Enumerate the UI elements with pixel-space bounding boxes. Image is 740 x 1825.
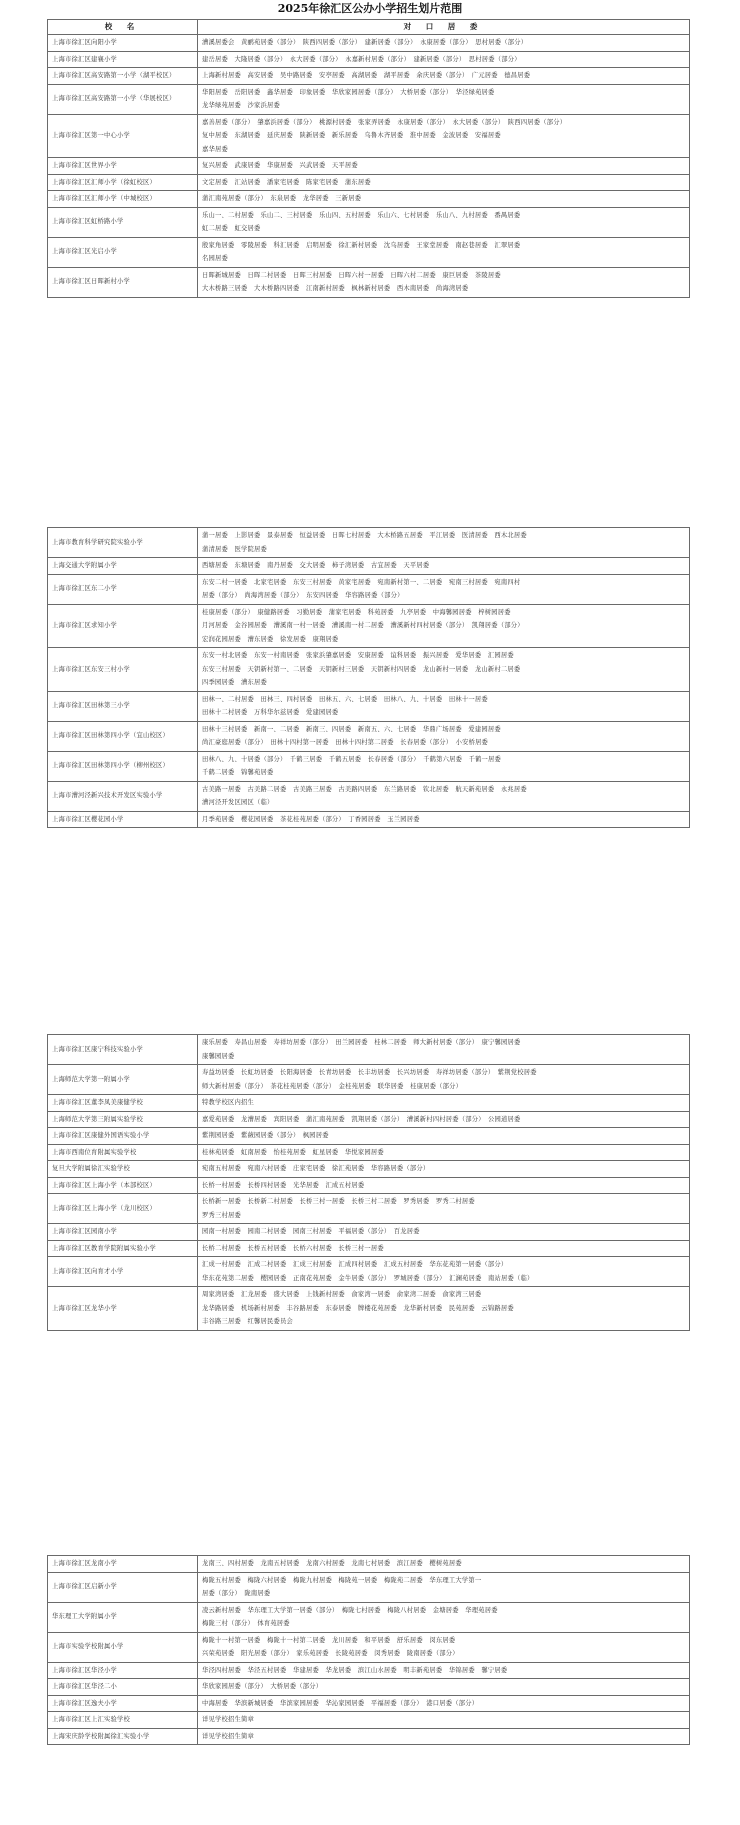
committee-line: 长桥新一居委 长桥新二村居委 长桥三村一居委 长桥三村二居委 罗秀居委 罗秀二村居委 [202, 1198, 475, 1205]
assigned-committees-cell [198, 191, 690, 208]
committee-line: 千鹤二居委 锦馨苑居委 [202, 769, 274, 776]
committee-line: 师大新村居委（部分） 茶花桂苑居委（部分） 金桂苑居委 联华居委 桂康居委（部分） [202, 1082, 463, 1090]
assigned-committees-cell [198, 114, 690, 158]
table-row [48, 1095, 690, 1112]
school-name-cell: 上海市徐汇区高安路第一小学（华展校区） [48, 84, 198, 114]
committee-line: 复兴居委 武康居委 华康居委 兴武居委 天平居委 [202, 162, 358, 169]
committee-line: 宏润花园居委 漕东居委 徐发居委 康翔居委 [202, 635, 339, 643]
school-name-cell: 上海市徐汇区逸夫小学 [48, 1695, 198, 1712]
assigned-committees-cell [198, 1177, 690, 1194]
committee-line: 华阳居委 岳阳居委 鑫华居委 印象居委 华欣家园居委（部分） 大桥居委（部分） 华泾绿苑居委 [202, 88, 495, 96]
table-row [48, 84, 690, 114]
school-name-cell: 上海宋庆龄学校附属徐汇实验小学 [48, 1728, 198, 1745]
school-name-cell: 上海市实验学校附属小学 [48, 1632, 198, 1662]
table-row [48, 1695, 690, 1712]
assigned-committees-cell [198, 267, 690, 297]
table-row [48, 811, 690, 828]
committee-line: 尚汇豪庭居委（部分） 田林十四村第一居委 田林十四村第二居委 长春居委（部分） 小安桥居委 [202, 739, 489, 746]
committee-line: 华欣家园居委（部分） 大桥居委（部分） [202, 1683, 323, 1690]
assigned-committees-cell [198, 1095, 690, 1112]
assigned-committees-cell [198, 1065, 690, 1095]
committee-line: 西塘居委 东塘居委 南丹居委 交大居委 柿子湾居委 古宜居委 天平居委 [202, 562, 430, 569]
school-name-cell: 上海交通大学附属小学 [48, 558, 198, 575]
assigned-committees-cell [198, 604, 690, 648]
assigned-committees-cell [198, 574, 690, 604]
committee-line: 漕河泾开发区园区（临） [202, 799, 274, 806]
school-name-cell: 上海市徐汇区东安三村小学 [48, 648, 198, 692]
committee-line: 虹二居委 虹交居委 [202, 225, 261, 232]
school-name-cell: 上海市徐汇区向阳小学 [48, 35, 198, 52]
committee-line: 田林十二村居委 万科华尔兹居委 爱建园居委 [202, 709, 339, 716]
school-name-cell: 上海市徐汇区教育学院附属实验小学 [48, 1240, 198, 1257]
assigned-committees-cell [198, 1662, 690, 1679]
assigned-committees-cell [198, 691, 690, 721]
school-name-cell: 上海市徐汇区东二小学 [48, 574, 198, 604]
committee-line: 桂康居委（部分） 康健路居委 习勤居委 蒲家宅居委 科苑居委 九亭居委 中海馨园居委 梓树园居委 [202, 608, 511, 616]
committee-line: 田林一、二村居委 田林三、四村居委 田林五、六、七居委 田林八、九、十居委 田林十一居委 [202, 695, 488, 703]
assigned-committees-cell [198, 207, 690, 237]
table-row [48, 237, 690, 267]
committee-line: 康乐居委 寿昌山居委 寿祥坊居委（部分） 田兰园居委 桂林二居委 师大新村居委（部分） 康宁馨园居委 [202, 1039, 521, 1046]
committee-line: 居委（部分） 陇南居委 [202, 1590, 271, 1597]
table-row [48, 1128, 690, 1145]
table-row [48, 1602, 690, 1632]
committee-line: 长桥一村居委 长桥四村居委 光华居委 汇成五村居委 [202, 1181, 365, 1189]
committee-line: 特教学校区内招生 [202, 1099, 254, 1106]
school-name-cell: 上海市徐汇区日晖新村小学 [48, 267, 198, 297]
committee-line: 凌云新村居委 华东理工大学第一居委（部分） 梅陇七村居委 梅陇八村居委 金塘居委 华理苑居委 [202, 1606, 498, 1614]
school-name-cell: 上海市徐汇区汇师小学（徐虹校区） [48, 174, 198, 191]
school-name-cell: 上海市徐汇区康健外国语实验小学 [48, 1128, 198, 1145]
committee-line: 文定居委 汇站居委 潘家宅居委 陈家宅居委 蒲东居委 [202, 178, 371, 186]
committee-line: 乐山一、二村居委 乐山二、三村居委 乐山四、五村居委 乐山六、七村居委 乐山八、九村居委 番禺居委 [202, 211, 521, 219]
table-row [48, 174, 690, 191]
enrollment-table-part-1 [47, 19, 690, 298]
committee-line: 寿益坊居委 长虹坊居委 长阳海居委 长青坊居委 长丰坊居委 长兴坊居委 寿祥坊居委（部分） 紫荆党校居委 [202, 1069, 537, 1076]
committee-line: 中海居委 华滨新城居委 华滨家园居委 华沁家园居委 平福居委（部分） 港口居委（部分） [202, 1699, 479, 1707]
assigned-committees-cell [198, 1556, 690, 1573]
table-header-row [48, 20, 690, 35]
assigned-committees-cell [198, 1572, 690, 1602]
school-name-cell: 上海市徐汇区园南小学 [48, 1224, 198, 1241]
committee-line: 古美路一居委 古美路二居委 古美路三居委 古美路四居委 东兰路居委 钦北居委 航天新苑居委 永兆居委 [202, 785, 527, 793]
school-name-cell: 上海市徐汇区向育才小学 [48, 1257, 198, 1287]
committee-line: 康馨园居委 [202, 1052, 235, 1060]
school-name-cell: 上海市徐汇区世界小学 [48, 158, 198, 175]
school-name-cell: 上海市徐汇区樱花园小学 [48, 811, 198, 828]
table-row [48, 1679, 690, 1696]
table-row [48, 721, 690, 751]
assigned-committees-cell [198, 1632, 690, 1662]
school-name-cell: 上海市徐汇区启新小学 [48, 1572, 198, 1602]
committee-line: 上海新村居委 高安居委 吴中路居委 安亭居委 高湖居委 湖平居委 余庆居委（部分） 广元居委 德昌居委 [202, 72, 531, 79]
school-name-cell: 上海市徐汇区汇师小学（中城校区） [48, 191, 198, 208]
school-name-cell: 上海师范大学第三附属实验学校 [48, 1111, 198, 1128]
school-name-cell: 上海市徐汇区田林第三小学 [48, 691, 198, 721]
school-name-cell: 上海市徐汇区求知小学 [48, 604, 198, 648]
assigned-committees-cell [198, 1111, 690, 1128]
committee-line: 日晖新城居委 日晖二村居委 日晖三村居委 日晖六村一居委 日晖六村二居委 康巨居委 茶陵居委 [202, 271, 501, 279]
committee-line: 梅陇五村居委 梅陇六村居委 梅陇九村居委 梅陇苑一居委 梅陇苑二居委 华东理工大学第一 [202, 1576, 482, 1584]
table-row [48, 267, 690, 297]
assigned-committees-cell [198, 237, 690, 267]
school-name-cell: 上海市徐汇区董李凤美康健学校 [48, 1095, 198, 1112]
table-row [48, 1240, 690, 1257]
school-name-cell: 华东理工大学附属小学 [48, 1602, 198, 1632]
table-row [48, 648, 690, 692]
school-name-cell: 上海市徐汇区第一中心小学 [48, 114, 198, 158]
assigned-committees-cell [198, 1161, 690, 1178]
committee-line: 复中居委 东湖居委 延庆居委 陕新居委 新乐居委 乌鲁木齐居委 淮中居委 金波居委 安福居委 [202, 132, 501, 139]
committee-line: 梅陇十一村第一居委 梅陇十一村第二居委 龙川居委 和平居委 舒乐居委 闵东居委 [202, 1636, 456, 1644]
table-row [48, 191, 690, 208]
enrollment-table-part-4 [47, 1555, 690, 1745]
table-row [48, 751, 690, 781]
committee-line: 嘉华居委 [202, 145, 228, 153]
table-row [48, 68, 690, 85]
table-row [48, 574, 690, 604]
committee-line: 田林十三村居委 新南一、二居委 新南三、四居委 新南五、六、七居委 华鼎广场居委 爱建园居委 [202, 725, 501, 733]
assigned-committees-cell [198, 528, 690, 558]
school-name-cell: 上海市徐汇区虹桥路小学 [48, 207, 198, 237]
table-row [48, 1065, 690, 1095]
table-row [48, 51, 690, 68]
school-name-cell: 上海市徐汇区龙华小学 [48, 1287, 198, 1331]
header-areas: 对 口 居 委 [198, 20, 690, 35]
assigned-committees-cell [198, 558, 690, 575]
school-name-cell: 上海市徐汇区华泾二小 [48, 1679, 198, 1696]
school-name-cell: 上海市徐汇区光启小学 [48, 237, 198, 267]
school-name-cell: 上海市徐汇区高安路第一小学（湖平校区） [48, 68, 198, 85]
page-title: 2025年徐汇区公办小学招生划片范围 [277, 2, 463, 15]
table-row [48, 1144, 690, 1161]
committee-line: 蒲清居委 医学院居委 [202, 545, 267, 553]
committee-line: 宛南五村居委 宛南六村居委 庄家宅居委 徐汇苑居委 华容路居委（部分） [202, 1165, 430, 1172]
table-row [48, 1728, 690, 1745]
table-row [48, 1632, 690, 1662]
school-name-cell: 上海市徐汇区田林第四小学（宜山校区） [48, 721, 198, 751]
committee-line: 桂林苑居委 虹南居委 怡桂苑居委 虹星居委 华悦家园居委 [202, 1148, 384, 1156]
assigned-committees-cell [198, 1695, 690, 1712]
assigned-committees-cell [198, 1194, 690, 1224]
table-row [48, 1287, 690, 1331]
assigned-committees-cell [198, 1728, 690, 1745]
assigned-committees-cell [198, 174, 690, 191]
table-row [48, 1662, 690, 1679]
enrollment-table-part-2 [47, 527, 690, 828]
committee-line: 梅陇三村（部分） 体育苑居委 [202, 1620, 290, 1627]
school-name-cell: 上海市徐汇区华泾小学 [48, 1662, 198, 1679]
committee-line: 东安三村居委 天钥新村第一、二居委 天钥新村三居委 天钥新村四居委 龙山新村一居委 龙山新村二居委 [202, 665, 521, 673]
assigned-committees-cell [198, 1287, 690, 1331]
table-row [48, 781, 690, 811]
school-name-cell: 上海市西南位育附属实验学校 [48, 1144, 198, 1161]
committee-line: 嘉善居委（部分） 肇嘉浜居委（部分） 桃源村居委 张家弄居委 永康居委（部分） 永大居委（部分） 陕西四居委（部分） [202, 118, 567, 126]
assigned-committees-cell [198, 721, 690, 751]
assigned-committees-cell [198, 1224, 690, 1241]
assigned-committees-cell [198, 1679, 690, 1696]
committee-line: 罗秀三村居委 [202, 1211, 241, 1219]
table-row [48, 1111, 690, 1128]
table-row [48, 158, 690, 175]
assigned-committees-cell [198, 781, 690, 811]
assigned-committees-cell [198, 51, 690, 68]
committee-line: 建岳居委 大隆居委（部分） 永大居委（部分） 永嘉新村居委（部分） 建新居委（部分） 思村居委（部分） [202, 55, 521, 63]
committee-line: 殷家角居委 零陵居委 科汇居委 启明居委 徐汇新村居委 沈乌居委 王家堂居委 南赵巷居委 汇翠居委 [202, 241, 521, 249]
table-row [48, 207, 690, 237]
assigned-committees-cell [198, 35, 690, 52]
committee-line: 居委（部分） 尚海湾居委（部分） 东安四居委 华容路居委（部分） [202, 592, 404, 599]
committee-line: 汇成一村居委 汇成二村居委 汇成三村居委 汇成四村居委 汇成五村居委 华东花苑第一居委（部分） [202, 1261, 508, 1268]
assigned-committees-cell [198, 1128, 690, 1145]
assigned-committees-cell [198, 1144, 690, 1161]
committee-line: 蒲汇南苑居委（部分） 东泉居委 龙华居委 三新居委 [202, 195, 362, 202]
committee-line: 兴荣苑居委 阳光居委（部分） 家乐苑居委 长陇苑居委 闵秀居委 陇南居委（部分） [202, 1650, 459, 1657]
school-name-cell: 上海市教育科学研究院实验小学 [48, 528, 198, 558]
assigned-committees-cell [198, 1712, 690, 1729]
table-row [48, 1194, 690, 1224]
assigned-committees-cell [198, 751, 690, 781]
committee-line: 四季园居委 漕东居委 [202, 679, 267, 686]
assigned-committees-cell [198, 648, 690, 692]
school-name-cell: 上海市徐汇区田林第四小学（柳州校区） [48, 751, 198, 781]
committee-line: 蒲一居委 上影居委 景泰居委 恒益居委 日晖七村居委 大木桥路五居委 平江居委 医清居委 西木北居委 [202, 532, 527, 539]
school-name-cell: 上海市漕河泾新兴技术开发区实验小学 [48, 781, 198, 811]
table-row [48, 35, 690, 52]
committee-line: 月河居委 金谷园居委 漕溪南一村一居委 漕溪南一村二居委 漕溪新村四村居委（部分） 凯翔居委（部分） [202, 622, 524, 629]
school-name-cell: 上海市徐汇区上海小学（本部校区） [48, 1177, 198, 1194]
assigned-committees-cell [198, 84, 690, 114]
table-row [48, 558, 690, 575]
school-name-cell: 上海市徐汇区上汇实验学校 [48, 1712, 198, 1729]
committee-line: 详见学校招生简章 [202, 1716, 254, 1723]
committee-line: 嘉爱苑居委 龙漕居委 宾阳居委 蒲汇南苑居委 凯翔居委（部分） 漕溪新村四村居委（部分） 公园道居委 [202, 1115, 521, 1123]
school-name-cell: 上海师范大学第一附属小学 [48, 1065, 198, 1095]
assigned-committees-cell [198, 811, 690, 828]
committee-line: 丰谷路三居委 红馨居民委员会 [202, 1318, 293, 1325]
committee-line: 名园居委 [202, 255, 228, 262]
committee-line: 长桥二村居委 长桥五村居委 长桥六村居委 长桥三村一居委 [202, 1244, 384, 1252]
committee-line: 园南一村居委 园南二村居委 园南三村居委 平福居委（部分） 百龙居委 [202, 1228, 420, 1235]
school-name-cell: 上海市徐汇区建襄小学 [48, 51, 198, 68]
assigned-committees-cell [198, 1240, 690, 1257]
assigned-committees-cell [198, 1257, 690, 1287]
committee-line: 龙华路居委 机场新村居委 丰谷路居委 东泰居委 牌楼花苑居委 龙华新村居委 民苑居委 云锦路居委 [202, 1304, 514, 1312]
committee-line: 紫荆园居委 紫薇园居委（部分） 枫园居委 [202, 1132, 329, 1139]
table-row [48, 1556, 690, 1573]
table-row [48, 1257, 690, 1287]
committee-line: 漕溪居委会 黄鹂苑居委（部分） 陕西四居委（部分） 建新居委（部分） 永康居委（部分） 思村居委（部分） [202, 39, 528, 46]
school-name-cell: 复旦大学附属徐汇实验学校 [48, 1161, 198, 1178]
committee-line: 周家湾居委 汇龙居委 盛大居委 上钱新村居委 俞家湾一居委 俞家湾二居委 俞家湾三居委 [202, 1291, 482, 1298]
table-row [48, 114, 690, 158]
enrollment-table-part-3 [47, 1034, 690, 1331]
committee-line: 详见学校招生简章 [202, 1732, 254, 1740]
committee-line: 龙南三、四村居委 龙南五村居委 龙南六村居委 龙南七村居委 滨江居委 樱树苑居委 [202, 1560, 462, 1567]
table-row [48, 1035, 690, 1065]
committee-line: 龙华绿苑居委 沙家浜居委 [202, 102, 280, 109]
table-row [48, 1224, 690, 1241]
header-school: 校 名 [48, 20, 198, 35]
table-row [48, 1572, 690, 1602]
committee-line: 田林八、九、十居委（部分） 千鹤三居委 千鹤五居委 长春居委（部分） 千鹤第六居委 千鹤一居委 [202, 755, 502, 763]
table-row [48, 604, 690, 648]
assigned-committees-cell [198, 68, 690, 85]
table-row [48, 1712, 690, 1729]
table-row [48, 1177, 690, 1194]
committee-line: 大木桥路三居委 大木桥路四居委 江南新村居委 枫林新村居委 西木南居委 尚海湾居委 [202, 285, 469, 292]
committee-line: 东安二村一居委 北家宅居委 东安三村居委 黄家宅居委 宛南新村第一、二居委 宛南三村居委 宛南四村 [202, 578, 521, 586]
table-row [48, 691, 690, 721]
school-name-cell: 上海市徐汇区上海小学（龙川校区） [48, 1194, 198, 1224]
assigned-committees-cell [198, 1602, 690, 1632]
school-name-cell: 上海市徐汇区龙南小学 [48, 1556, 198, 1573]
table-row [48, 1161, 690, 1178]
committee-line: 月季苑居委 樱花园居委 茶花桂苑居委（部分） 丁香园居委 玉兰园居委 [202, 815, 420, 823]
committee-line: 华泾四村居委 华泾五村居委 华建居委 华龙居委 滨江山水居委 明丰新苑居委 华锦居委 馨宁居委 [202, 1666, 508, 1674]
table-row [48, 528, 690, 558]
school-name-cell: 上海市徐汇区康宁科技实验小学 [48, 1035, 198, 1065]
assigned-committees-cell [198, 158, 690, 175]
assigned-committees-cell [198, 1035, 690, 1065]
committee-line: 华东花苑第二居委 樱园居委 正南花苑居委 金牛居委（部分） 罗城居委（部分） 汇澜苑居委 南站居委（临） [202, 1274, 534, 1282]
committee-line: 东安一村北居委 东安一村南居委 张家浜肇嘉居委 安康居委 谊科居委 振兴居委 爱华居委 汇园居委 [202, 652, 514, 659]
